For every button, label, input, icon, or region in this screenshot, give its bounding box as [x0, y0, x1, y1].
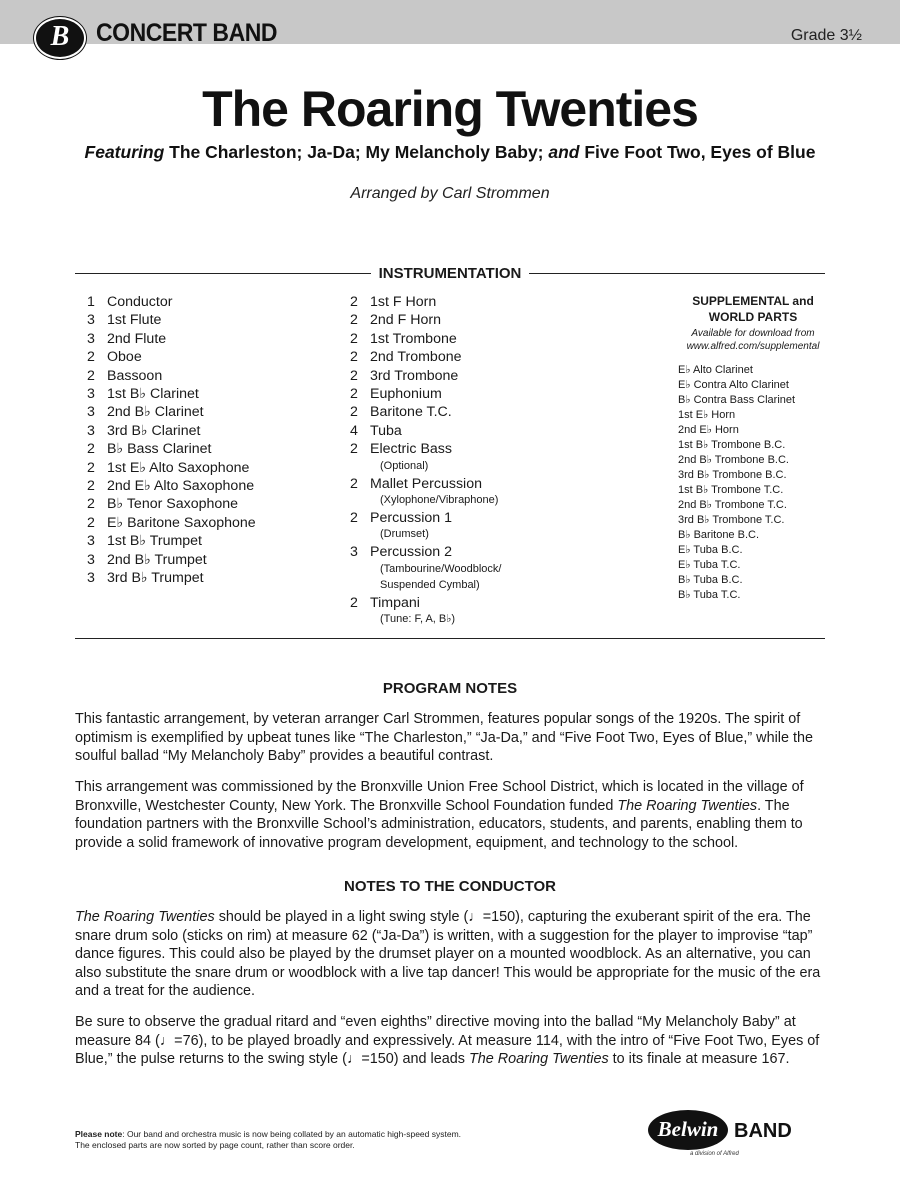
supplemental-item: 1st B♭ Trombone T.C.: [678, 484, 784, 496]
instrument-name: 2nd B♭ Trumpet: [107, 551, 207, 568]
instrument-note: (Drumset): [380, 528, 429, 541]
supplemental-item: E♭ Alto Clarinet: [678, 364, 753, 376]
belwin-logo-oval: Belwin: [648, 1110, 728, 1150]
instrument-list-col2: [350, 293, 501, 628]
instrument-quantity: 2: [350, 441, 358, 458]
instrument-name: 1st B♭ Trumpet: [107, 533, 203, 550]
concert-band-logo: B: [34, 17, 86, 59]
supplemental-item: B♭ Contra Bass Clarinet: [678, 394, 796, 406]
instrument-quantity: 4: [350, 422, 358, 439]
supplemental-item: 1st E♭ Horn: [678, 409, 736, 421]
instrument-note: Suspended Cymbal): [380, 578, 480, 591]
instrument-name: 1st F Horn: [370, 294, 437, 310]
instrument-quantity: 3: [87, 386, 95, 403]
instrument-row: [350, 475, 501, 493]
instrument-row: [87, 422, 256, 440]
instrument-name: Bassoon: [107, 367, 163, 384]
instrument-name: 1st E♭ Alto Saxophone: [107, 459, 250, 476]
instrument-quantity: 3: [87, 422, 95, 439]
supplemental-heading: SUPPLEMENTAL and WORLD PARTS: [692, 294, 814, 324]
instrument-note: (Tambourine/Woodblock/: [380, 562, 502, 575]
instrument-quantity: 2: [350, 294, 358, 310]
supplemental-item: B♭ Tuba T.C.: [678, 589, 741, 601]
instrument-row: [87, 495, 256, 513]
instrument-name: 2nd Trombone: [370, 349, 462, 366]
instrument-quantity: 3: [87, 330, 95, 347]
supplemental-item: E♭ Contra Alto Clarinet: [678, 379, 789, 391]
instrument-row: [87, 514, 256, 532]
instrument-note: (Xylophone/Vibraphone): [380, 494, 499, 507]
instrument-row: [87, 311, 256, 329]
instrument-quantity: 2: [350, 312, 358, 329]
instrument-quantity: 2: [87, 441, 95, 458]
program-notes-paragraph-2: This arrangement was commissioned by the Bronxville Union Free School District, which is located in the village of Bronxville, Westchester County, New York. The Bronxville School Foundation funded The Roaring Twenties. The foundation partners with the Bronxville School’s administration, educators, students, and parents, enabling them to provide a solid framework of innovative program development, equipment, and technology to the school.: [75, 779, 804, 851]
instrument-name: Mallet Percussion: [370, 475, 482, 492]
instrument-quantity: 2: [350, 330, 358, 347]
instrument-row: [350, 385, 501, 403]
instrument-name: B♭ Tenor Saxophone: [107, 496, 239, 513]
grade-label: Grade 3½: [790, 27, 862, 44]
conductor-notes-paragraph-1: The Roaring Twenties should be played in a light swing style (♩=150), capturing the exuberant spirit of the era. The snare drum solo (sticks on rim) at measure 62 (“Ja-Da”) is written, with a suggestion for the player to improvise “tap” dance figures. This could also be played by the drumset player on a mounted woodblock. As an alternative, you can also substitute the snare drum or woodblock with a live tap dancer! This would be appropriate for the music of the era and a treat for the audience.: [75, 909, 821, 1000]
instrument-row: [350, 440, 501, 458]
instrument-name: Percussion 2: [370, 544, 453, 561]
instrument-row: [350, 293, 501, 311]
instrument-name: 3rd B♭ Trumpet: [107, 570, 204, 587]
instrument-quantity: 2: [350, 349, 358, 366]
instrument-list-col1: [87, 293, 256, 588]
instrument-name: Baritone T.C.: [370, 404, 452, 421]
instrument-row: [350, 509, 501, 527]
instrument-row: [87, 330, 256, 348]
section-divider: [75, 638, 825, 639]
instrument-quantity: 3: [87, 312, 95, 329]
instrument-name: Euphonium: [370, 386, 442, 403]
instrument-quantity: 2: [87, 459, 95, 476]
instrument-name: 1st Trombone: [370, 330, 457, 347]
belwin-division-label: a division of Alfred: [690, 1151, 739, 1157]
supplemental-item: 2nd B♭ Trombone T.C.: [678, 499, 787, 511]
series-label: CONCERT BAND: [96, 19, 278, 47]
belwin-band-label: BAND: [734, 1120, 792, 1142]
instrument-name: Conductor: [107, 294, 173, 310]
supplemental-item: 3rd B♭ Trombone T.C.: [678, 514, 785, 526]
instrument-row: [87, 385, 256, 403]
instrument-row: [350, 348, 501, 366]
instrument-name: 2nd F Horn: [370, 312, 441, 329]
instrument-quantity: 3: [87, 533, 95, 550]
instrument-row: [350, 543, 501, 561]
instrument-row: [87, 477, 256, 495]
supplemental-item: B♭ Baritone B.C.: [678, 529, 760, 541]
instrument-quantity: 2: [350, 594, 358, 611]
instrument-row: [350, 422, 501, 440]
instrument-name: B♭ Bass Clarinet: [107, 441, 212, 458]
instrumentation-heading: INSTRUMENTATION: [0, 265, 900, 282]
program-notes-paragraph-1: This fantastic arrangement, by veteran arranger Carl Strommen, features popular songs of the 1920s. The spirit of optimism is exemplified by upbeat tunes like “The Charleston,” “Ja-Da,” and “Five Foot Two, Eyes of Blue,” while the soulful ballad “My Melancholy Baby” provides a beautiful contrast.: [75, 711, 813, 765]
instrument-quantity: 2: [87, 367, 95, 384]
conductor-notes-paragraph-2: Be sure to observe the gradual ritard and “even eighths” directive moving into the ballad “My Melancholy Baby” at measure 84 (♩=76), to be played broadly and expressively. At measure 114, with the intro of “Five Foot Two, Eyes of Blue,” the pulse returns to the swing style (♩=150) and leads The Roaring Twenties to its finale at measure 167.: [75, 1014, 820, 1068]
instrument-row: [87, 551, 256, 569]
supplemental-item: 2nd B♭ Trombone B.C.: [678, 454, 789, 466]
instrument-row: [350, 330, 501, 348]
footer-note: Please note: Our band and orchestra music is now being collated by an automatic high-speed system. The enclosed parts are now sorted by page count, rather than score order.: [75, 1129, 462, 1150]
instrument-row: [350, 403, 501, 421]
supplemental-item: 1st B♭ Trombone B.C.: [678, 439, 786, 451]
instrument-name: Tuba: [370, 422, 402, 439]
instrument-name: Timpani: [370, 594, 420, 611]
instrument-row: [87, 403, 256, 421]
instrument-row: [87, 440, 256, 458]
instrument-name: 1st B♭ Clarinet: [107, 386, 199, 403]
instrument-row: [350, 311, 501, 329]
instrument-name: 2nd B♭ Clarinet: [107, 404, 204, 421]
arranger: Arranged by Carl Strommen: [350, 185, 550, 202]
instrument-name: E♭ Baritone Saxophone: [107, 514, 256, 531]
page-title: The Roaring Twenties: [202, 81, 698, 137]
instrument-name: 3rd B♭ Clarinet: [107, 422, 201, 439]
instrument-row: [87, 569, 256, 587]
instrument-row: [87, 367, 256, 385]
instrument-row: [87, 459, 256, 477]
instrument-quantity: 2: [350, 386, 358, 403]
instrument-row: [87, 348, 256, 366]
instrument-row: [87, 293, 256, 311]
instrument-quantity: 3: [350, 544, 358, 561]
supplemental-list: [678, 363, 828, 603]
instrument-quantity: 2: [350, 510, 358, 527]
conductor-notes-heading: NOTES TO THE CONDUCTOR: [344, 878, 556, 895]
instrument-row: [350, 594, 501, 612]
instrument-quantity: 2: [350, 404, 358, 421]
supplemental-item: E♭ Tuba B.C.: [678, 544, 743, 556]
instrument-quantity: 2: [87, 514, 95, 531]
supplemental-subtext: Available for download from www.alfred.com/supplemental: [686, 328, 820, 352]
instrument-row: [87, 532, 256, 550]
instrument-quantity: 3: [87, 570, 95, 587]
instrument-quantity: 2: [350, 475, 358, 492]
instrument-name: 3rd Trombone: [370, 367, 459, 384]
instrument-name: 2nd Flute: [107, 330, 167, 347]
instrument-name: 2nd E♭ Alto Saxophone: [107, 478, 255, 495]
supplemental-item: E♭ Tuba T.C.: [678, 559, 741, 571]
instrument-name: Percussion 1: [370, 510, 453, 527]
instrument-name: Electric Bass: [370, 441, 452, 458]
instrument-quantity: 3: [87, 404, 95, 421]
instrument-note: (Tune: F, A, B♭): [380, 613, 456, 626]
instrument-quantity: 3: [87, 551, 95, 568]
subtitle: Featuring The Charleston; Ja-Da; My Melancholy Baby; and Five Foot Two, Eyes of Blue: [84, 142, 816, 162]
instrument-quantity: 2: [87, 349, 95, 366]
instrument-quantity: 1: [87, 294, 95, 310]
instrument-quantity: 2: [350, 367, 358, 384]
instrument-row: [350, 367, 501, 385]
program-notes-heading: PROGRAM NOTES: [382, 680, 518, 697]
supplemental-item: B♭ Tuba B.C.: [678, 574, 743, 586]
supplemental-item: 3rd B♭ Trombone B.C.: [678, 469, 787, 481]
instrument-quantity: 2: [87, 478, 95, 495]
instrument-quantity: 2: [87, 496, 95, 513]
instrument-note: (Optional): [380, 459, 429, 472]
instrument-name: Oboe: [107, 349, 142, 366]
supplemental-item: 2nd E♭ Horn: [678, 424, 739, 436]
supplemental-parts: [678, 293, 828, 603]
instrument-name: 1st Flute: [107, 312, 162, 329]
